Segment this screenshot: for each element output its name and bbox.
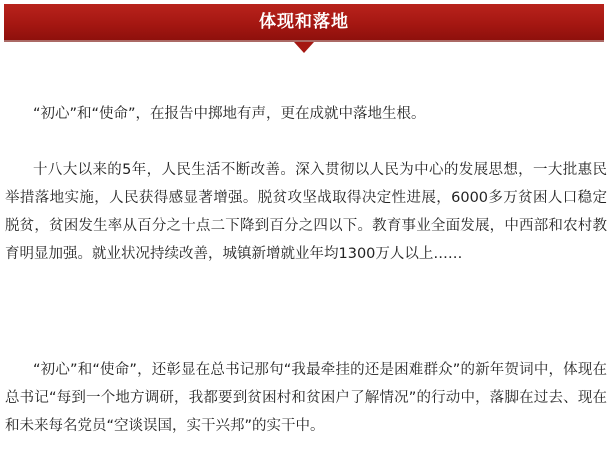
section-header bbox=[4, 4, 604, 54]
header-pointer-triangle bbox=[294, 42, 314, 53]
paragraph-intro: “初心”和“使命”，在报告中掷地有声，更在成就中落地生根。 bbox=[33, 106, 426, 122]
section-title: 体现和落地 bbox=[259, 12, 349, 32]
paragraph-achievements: 十八大以来的5年，人民生活不断改善。深入贯彻以人民为中心的发展思想，一大批惠民举措落地实施，人民获得感显著增强。脱贫攻坚战取得决定性进展，6000多万贫困人口稳定脱贫，贫困发生率从百分之十点二下降到百分之四以下。教育事业全面发展，中西部和农村教育明显加强。就业状况持续改善，城镇新增就业年均1300万人以上…… bbox=[5, 162, 607, 262]
section-header-bar bbox=[4, 4, 604, 42]
paragraph-mission: “初心”和“使命”，还彰显在总书记那句“我最牵挂的还是困难群众”的新年贺词中，体现在总书记“每到一个地方调研，我都要到贫困村和贫困户了解情况”的行动中，落脚在过去、现在和未来每名党员“空谈误国，实干兴邦”的实干中。 bbox=[5, 362, 607, 434]
